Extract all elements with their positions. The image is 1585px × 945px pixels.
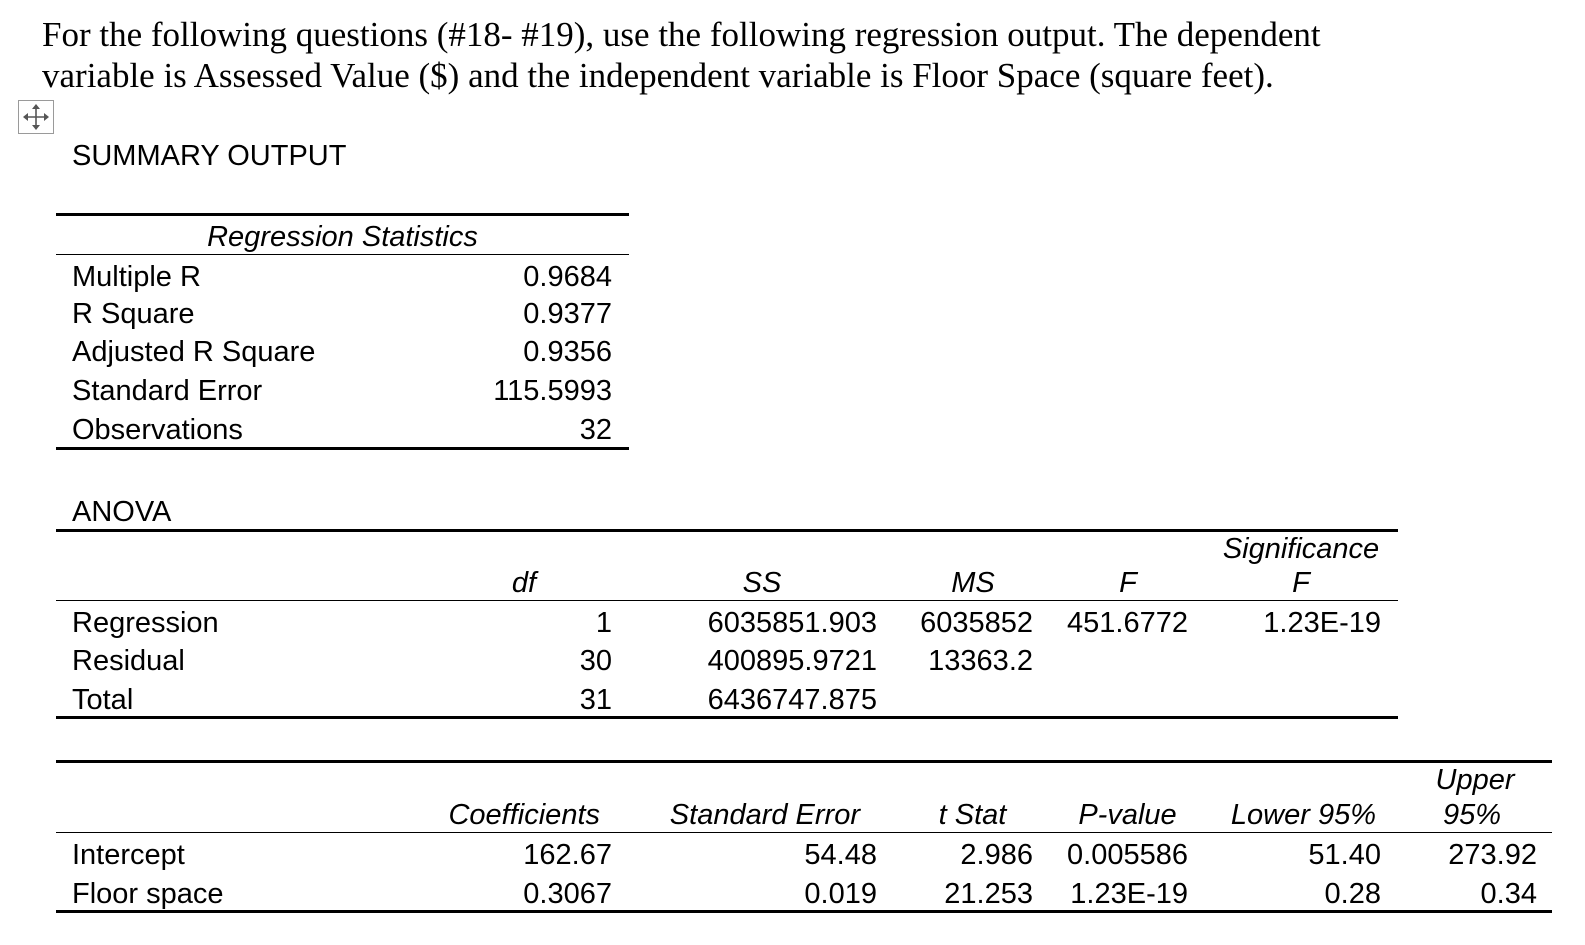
row-label: Residual <box>72 645 185 677</box>
header-lower-95: Lower 95% <box>1230 799 1376 831</box>
header-significance-f: F <box>1292 567 1310 599</box>
stat-label: Standard Error <box>72 375 263 407</box>
header-upper: Upper <box>1435 764 1515 796</box>
cell-standard-error: 0.019 <box>804 878 877 910</box>
move-arrows-icon <box>22 103 50 131</box>
cell-t-stat: 21.253 <box>944 878 1033 910</box>
cell-lower-95: 0.28 <box>1324 878 1381 910</box>
table-bottom-rule <box>56 447 629 450</box>
intro-line-2: variable is Assessed Value ($) and the independent variable is Floor Space (square feet). <box>42 56 1274 95</box>
intro-line-1: For the following questions (#18- #19), use the following regression output. The dependent <box>42 15 1321 54</box>
header-standard-error: Standard Error <box>669 799 860 831</box>
cell-coefficient: 162.67 <box>523 839 612 871</box>
header-significance: Significance <box>1222 533 1380 565</box>
stat-label: Adjusted R Square <box>72 336 316 368</box>
header-p-value: P-value <box>1078 799 1177 831</box>
header-coefficients: Coefficients <box>448 799 600 831</box>
cell-f: 451.6772 <box>1067 607 1188 639</box>
table-move-handle[interactable] <box>18 100 54 134</box>
stat-label: R Square <box>72 298 195 330</box>
header-df: df <box>511 567 536 599</box>
stat-label: Observations <box>72 414 243 446</box>
cell-df: 30 <box>579 645 612 677</box>
header-ss: SS <box>742 567 782 599</box>
cell-ss: 6035851.903 <box>707 607 877 639</box>
row-label: Intercept <box>72 839 185 871</box>
summary-title: SUMMARY OUTPUT <box>72 140 347 172</box>
header-rule <box>56 254 629 255</box>
header-t-stat: t Stat <box>938 799 1007 831</box>
cell-coefficient: 0.3067 <box>523 878 612 910</box>
stat-value: 0.9356 <box>523 336 612 368</box>
stat-value: 115.5993 <box>493 375 612 407</box>
cell-df: 31 <box>579 684 612 716</box>
stat-value: 32 <box>579 414 612 446</box>
row-label: Floor space <box>72 878 224 910</box>
cell-standard-error: 54.48 <box>804 839 877 871</box>
regression-statistics-header: Regression Statistics <box>207 221 478 253</box>
cell-t-stat: 2.986 <box>960 839 1033 871</box>
table-bottom-rule <box>56 910 1552 913</box>
anova-title: ANOVA <box>72 496 172 528</box>
table-top-rule <box>56 760 1552 763</box>
cell-significance: 1.23E-19 <box>1263 607 1381 639</box>
table-top-rule <box>56 529 1398 532</box>
cell-upper-95: 273.92 <box>1448 839 1537 871</box>
header-ms: MS <box>951 567 995 599</box>
cell-ss: 6436747.875 <box>707 684 877 716</box>
cell-lower-95: 51.40 <box>1308 839 1381 871</box>
table-top-rule <box>56 213 629 216</box>
header-f: F <box>1119 567 1137 599</box>
cell-p-value: 1.23E-19 <box>1070 878 1188 910</box>
header-rule <box>56 600 1398 601</box>
cell-upper-95: 0.34 <box>1480 878 1537 910</box>
table-bottom-rule <box>56 716 1398 719</box>
row-label: Regression <box>72 607 219 639</box>
stat-label: Multiple R <box>72 261 201 293</box>
cell-p-value: 0.005586 <box>1067 839 1188 871</box>
cell-ms: 13363.2 <box>928 645 1033 677</box>
cell-ms: 6035852 <box>920 607 1033 639</box>
row-label: Total <box>72 684 134 716</box>
cell-ss: 400895.9721 <box>707 645 877 677</box>
cell-df: 1 <box>595 607 612 639</box>
header-rule <box>56 832 1552 833</box>
stat-value: 0.9684 <box>523 261 612 293</box>
intro-paragraph <box>42 14 1522 96</box>
stat-value: 0.9377 <box>523 298 612 330</box>
header-upper-95: 95% <box>1442 799 1502 831</box>
